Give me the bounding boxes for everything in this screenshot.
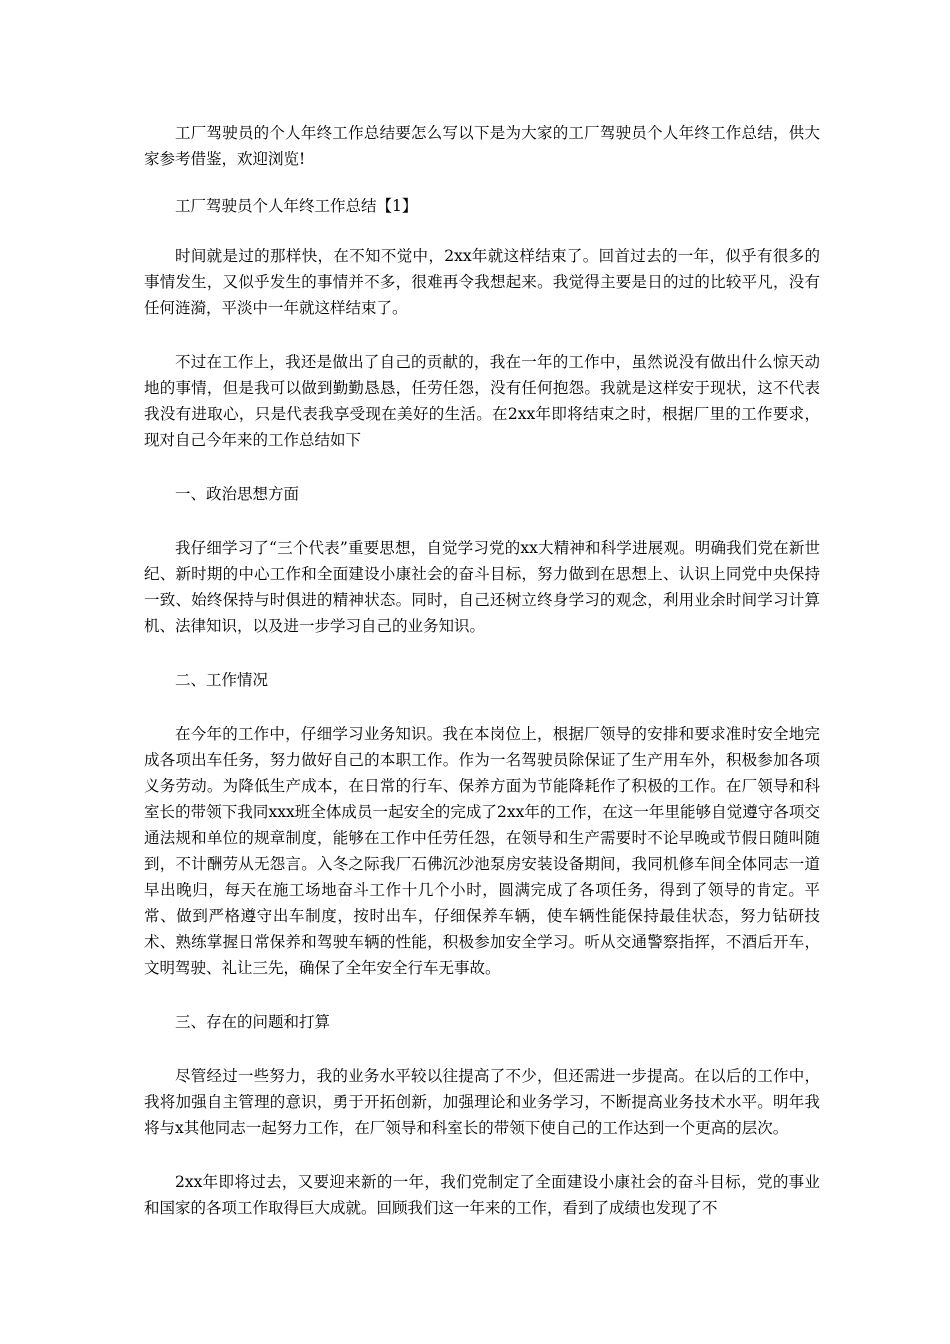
spacer (144, 639, 820, 667)
section-heading-3: 三、存在的问题和打算 (175, 1013, 331, 1031)
paragraph-4: 在今年的工作中，仔细学习业务知识。我在本岗位上，根据厂领导的安排和要求准时安全地完成各项出车任务，努力做好自己的本职工作。作为一名驾驶员除保证了生产用车外，积极参加各项义务劳动。为降低生产成本，在日常的行车、保养方面为节能降耗作了积极的工作。在厂领导和科室长的带领下我同xxx班全体成员一起安全的完成了2xx年的工作，在这一年里能够自觉遵守各项交通法规和单位的规章制度，能够在工作中任劳任怨，在领导和生产需要时不论早晚或节假日随叫随到，不计酬劳从无怨言。入冬之际我厂石佛沉沙池泵房安装设备期间，我同机修车间全体同志一道早出晚归，每天在施工场地奋斗工作十几个小时，圆满完成了各项任务，得到了领导的肯定。平常、做到严格遵守出车制度，按时出车，仔细保养车辆，使车辆性能保持最佳状态，努力钻研技术、熟练掌握日常保养和驾驶车辆的性能，积极参加安全学习。听从交通警察指挥，不酒后开车，文明驾驶、礼让三先，确保了全年安全行车无事故。 (144, 725, 820, 977)
paragraph-5: 尽管经过一些努力，我的业务水平较以往提高了不少，但还需进一步提高。在以后的工作中，我将加强自主管理的意识，勇于开拓创新，加强理论和业务学习，不断提高业务技术水平。明年我将与x其他同志一起努力工作，在厂领导和科室长的带领下使自己的工作达到一个更高的层次。 (144, 1067, 820, 1137)
intro-paragraph: 工厂驾驶员的个人年终工作总结要怎么写以下是为大家的工厂驾驶员个人年终工作总结，供大家参考借鉴，欢迎浏览! (144, 124, 820, 168)
spacer (144, 172, 820, 193)
spacer (144, 321, 820, 349)
section-heading-1: 一、政治思想方面 (175, 485, 300, 503)
spacer (144, 507, 820, 535)
spacer (144, 453, 820, 481)
section-heading-2: 二、工作情况 (175, 671, 269, 689)
spacer (144, 1035, 820, 1063)
spacer (144, 693, 820, 721)
spacer (144, 1141, 820, 1169)
spacer (144, 219, 820, 243)
paragraph-3: 我仔细学习了“三个代表”重要思想，自觉学习党的xx大精神和科学进展观。明确我们党在新世纪、新时期的中心工作和全面建设小康社会的奋斗目标，努力做到在思想上、认识上同党中央保持一致、始终保持与时俱进的精神状态。同时，自己还树立终身学习的观念，利用业余时间学习计算机、法律知识，以及进一步学习自己的业务知识。 (144, 539, 820, 635)
paragraph-6: 2xx年即将过去，又要迎来新的一年，我们党制定了全面建设小康社会的奋斗目标，党的事业和国家的各项工作取得巨大成就。回顾我们这一年来的工作，看到了成绩也发现了不 (144, 1173, 820, 1217)
spacer (144, 981, 820, 1009)
paragraph-2: 不过在工作上，我还是做出了自己的贡献的，我在一年的工作中，虽然说没有做出什么惊天动地的事情，但是我可以做到勤勤恳恳，任劳任怨，没有任何抱怨。我就是这样安于现状，这不代表我没有进取心，只是代表我享受现在美好的生活。在2xx年即将结束之时，根据厂里的工作要求，现对自己今年来的工作总结如下 (144, 353, 820, 449)
document-subtitle: 工厂驾驶员个人年终工作总结【1】 (175, 197, 418, 215)
document-body (144, 120, 820, 1221)
paragraph-1: 时间就是过的那样快，在不知不觉中，2xx年就这样结束了。回首过去的一年，似乎有很多的事情发生，又似乎发生的事情并不多，很难再令我想起来。我觉得主要是日的过的比较平凡，没有任何涟漪，平淡中一年就这样结束了。 (144, 247, 820, 317)
